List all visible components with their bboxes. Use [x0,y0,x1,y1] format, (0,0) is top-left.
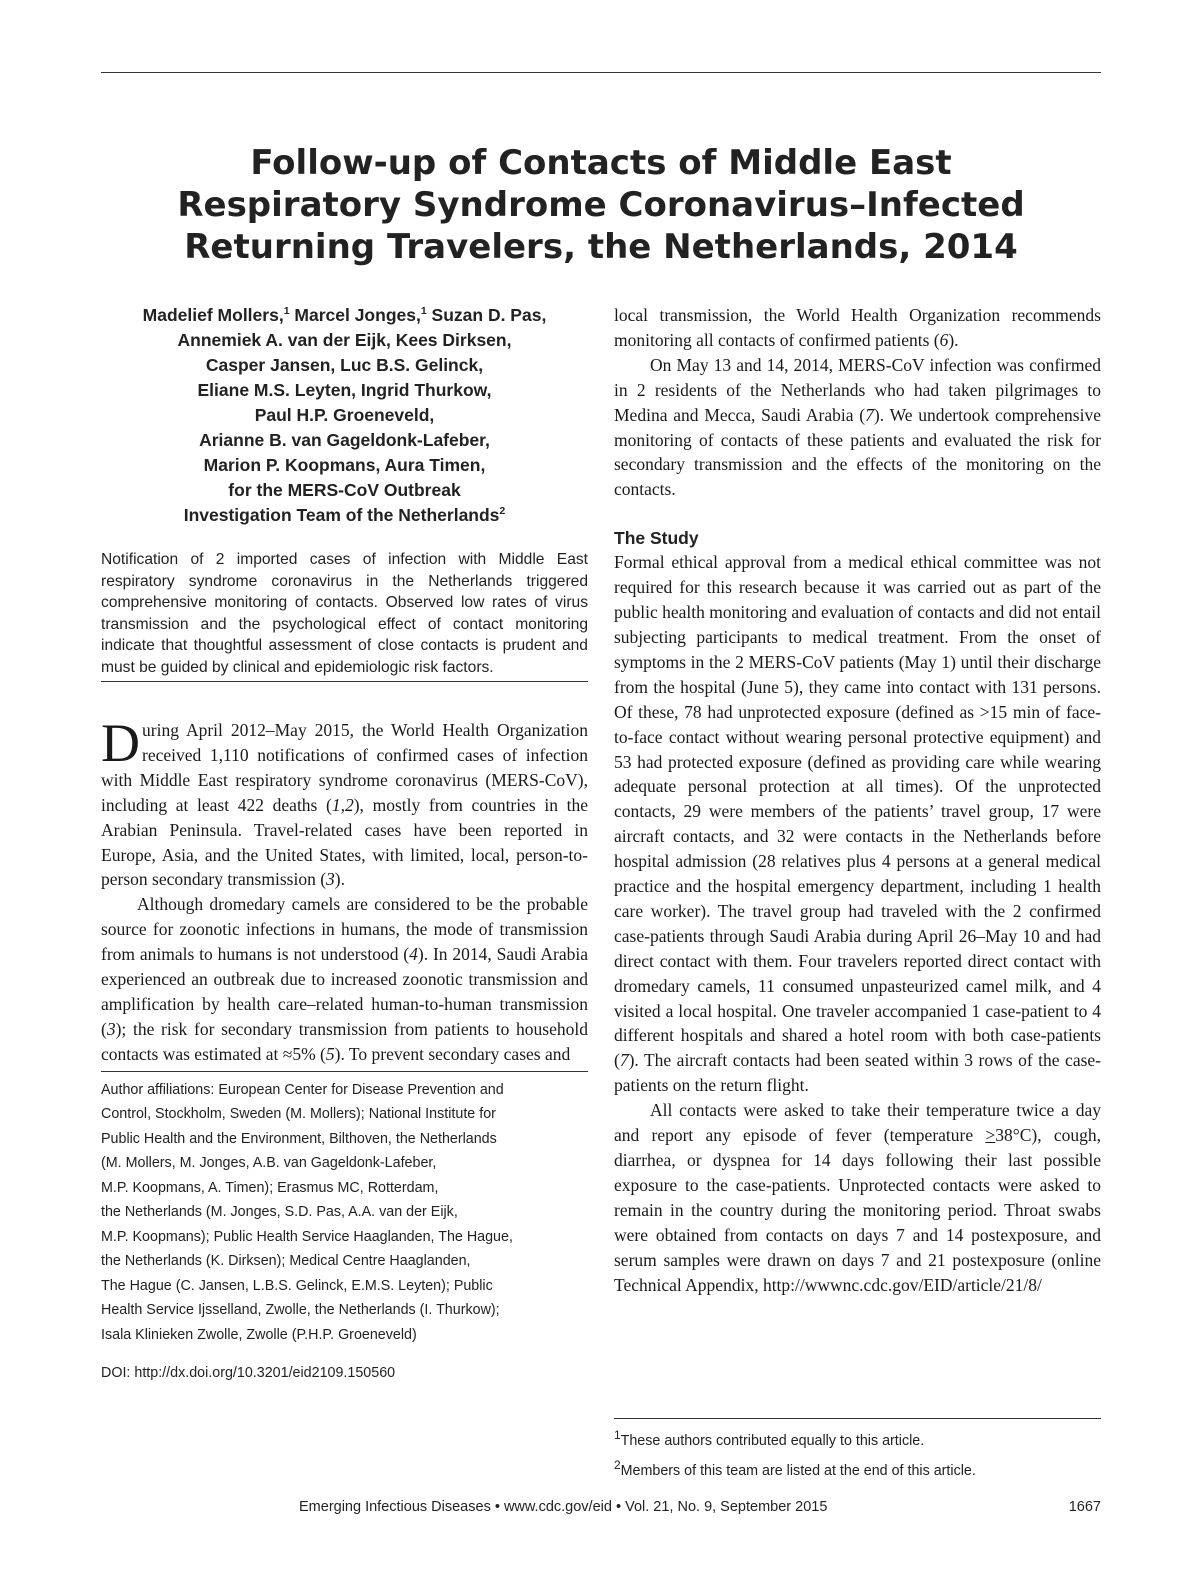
author-line: Marion P. Koopmans, Aura Timen, [203,455,486,475]
citation: 7 [865,404,874,425]
affiliation-line: Isala Klinieken Zwolle, Zwolle (P.H.P. Groeneveld) [101,1326,417,1343]
author-line: Paul H.P. Groeneveld, [254,405,435,425]
footnote-mark: 1 [420,305,427,318]
footnotes [614,1418,1101,1483]
abstract: Notification of 2 imported cases of infection with Middle East respiratory syndrome coronavirus in the Netherlands triggered comprehensive monitoring of contacts. Observed low rates of virus transmission and the psychological effect of contact monitoring indicate that thoughtful assessment of close contacts is prudent and must be guided by clinical and epidemiologic risk factors. [101,549,588,682]
footnote-mark: 1 [614,1428,621,1442]
footnote-mark: 2 [499,505,506,518]
footnote-mark: 2 [614,1457,621,1472]
author-list [101,303,588,528]
affiliation-line: Health Service Ijsselland, Zwolle, the Netherlands (I. Thurkow); [101,1302,500,1319]
author-line: Arianne B. van Gageldonk-Lafeber, [199,430,490,450]
page-number: 1667 [1068,1499,1101,1515]
footnote: $^2$Members of this team are listed at the end of this article. [614,1457,976,1479]
affiliation-line: the Netherlands (K. Dirksen); Medical Centre Haaglanden, [101,1253,471,1270]
footnote-mark: 1 [283,305,290,318]
paragraph: Although dromedary camels are considered to be the probable source for zoonotic infections in humans, the mode of transmission from animals to humans is not understood (4). In 2014, Saudi Arabia experienced an outbreak due to increased zoonotic transmission and amplification by health care–related human-to-human transmission (3); the risk for secondary transmission from patients to household contacts was estimated at ≈5% (5). To prevent secondary cases and [101,894,588,1064]
author-line: Investigation Team of the Netherlands$^2$ [183,505,506,525]
affiliation-line: Control, Stockholm, Sweden (M. Mollers); National Institute for [101,1106,496,1123]
paragraph: Formal ethical approval from a medical ethical committee was not required for this research because it was carried out as part of the public health monitoring and evaluation of contacts and did not entail subjecting participants to medical treatment. From the onset of symptoms in the 2 MERS-CoV patients (May 1) until their discharge from the hospital (June 5), they came into contact with 131 persons. Of these, 78 had unprotected exposure (defined as >15 min of face-to-face contact without wearing personal protective equipment) and 53 had protected exposure (defined as providing care while wearing adequate personal protection at all times). Of the unprotected contacts, 29 were members of the patients’ travel group, 17 were aircraft contacts, and 32 were contacts in the Netherlands before hospital admission (28 relatives plus 4 persons at a general medical practice and the hospital emergency department, including 1 health care worker). The travel group had traveled with the 2 confirmed case-patients through Saudi Arabia during April 26–May 10 and had direct contact with them. Four travelers reported direct contact with dromedary camels, 11 consumed unpasteurized camel milk, and 4 visited a local hospital. One traveler accompanied 1 case-patient to 4 different hospitals and shared a hotel room with both case-patients (7). The aircraft contacts had been seated within 3 rows of the case-patients on the return flight. [614,552,1101,1096]
affiliation-line: (M. Mollers, M. Jonges, A.B. van Gageldonk-Lafeber, [101,1155,437,1172]
title-line: Respiratory Syndrome Coronavirus–Infected [177,185,1025,225]
author-line: Eliane M.S. Leyten, Ingrid Thurkow, [197,380,492,400]
citation: 4 [409,944,418,965]
citation: 1,2 [331,794,354,815]
header-rule [101,72,1101,73]
drop-cap: D [101,713,140,773]
journal-citation: Emerging Infectious Diseases • www.cdc.gov/eid • Vol. 21, No. 9, September 2015 [299,1499,828,1515]
paragraph: On May 13 and 14, 2014, MERS-CoV infection was confirmed in 2 residents of the Netherlands who had taken pilgrimages to Medina and Mecca, Saudi Arabia (7). We undertook comprehensive monitoring of contacts of these patients and evaluated the risk for secondary transmission and the effects of the monitoring on the contacts. [614,354,1101,500]
author-line: Madelief Mollers,$^1$ Marcel Jonges,$^1$ Suzan D. Pas, [142,305,547,325]
body-text [614,550,1101,1297]
citation: 7 [619,1050,629,1071]
citation: 3 [106,1018,116,1039]
body-text [614,303,1101,502]
right-column [614,303,1101,1297]
affiliation-line: Author affiliations: European Center for Disease Prevention and [101,1081,504,1098]
affiliation-line: M.P. Koopmans, A. Timen); Erasmus MC, Rotterdam, [101,1179,439,1196]
left-column [101,303,588,1381]
citation: 5 [325,1043,335,1064]
title-line: Returning Travelers, the Netherlands, 2014 [184,227,1018,267]
paragraph: During April 2012–May 2015, the World Health Organization received 1,110 notifications of confirmed cases of infection with Middle East respiratory syndrome coronavirus (MERS-CoV), including at least 422 deaths (1,2), mostly from countries in the Arabian Peninsula. Travel-related cases have been reported in Europe, Asia, and the United States, with limited, local, person-to-person secondary transmission (3). [101,713,588,890]
citation: 6 [939,329,949,350]
author-affiliations [101,1071,588,1348]
author-line: Annemiek A. van der Eijk, Kees Dirksen, [177,330,512,350]
article-title [100,142,1102,268]
affiliation-line: Public Health and the Environment, Bilthoven, the Netherlands [101,1130,497,1147]
introduction [101,713,588,1067]
affiliation-line: M.P. Koopmans); Public Health Service Haaglanden, The Hague, [101,1228,513,1245]
title-line: Follow-up of Contacts of Middle East [250,143,952,183]
footnote: $^1$These authors contributed equally to this article. [614,1428,925,1449]
citation: 3 [326,869,335,890]
author-line: Casper Jansen, Luc B.S. Gelinck, [205,355,484,375]
affiliation-line: the Netherlands (M. Jonges, S.D. Pas, A.A. van der Eijk, [101,1204,458,1221]
paragraph: All contacts were asked to take their temperature twice a day and report any episode of fever (temperature >38°C), cough, diarrhea, or dyspnea for 14 days following their last possible exposure to the case-patients. Unprotected contacts were asked to remain in the country during the monitoring period. Throat swabs were obtained from contacts on days 7 and 14 postexposure, and serum samples were drawn on days 7 and 21 postexposure (online Technical Appendix, http://wwwnc.cdc.gov/EID/article/21/8/ [614,1100,1102,1295]
section-heading: The Study [614,528,699,549]
paragraph: local transmission, the World Health Organization recommends monitoring all contacts of confirmed patients (6). [614,305,1101,350]
author-line: for the MERS-CoV Outbreak [228,480,461,500]
greater-equal-symbol: > [985,1125,996,1146]
doi-link[interactable]: DOI: http://dx.doi.org/10.3201/eid2109.150560 [101,1365,396,1382]
affiliation-line: The Hague (C. Jansen, L.B.S. Gelinck, E.M.S. Leyten); Public [101,1277,493,1294]
